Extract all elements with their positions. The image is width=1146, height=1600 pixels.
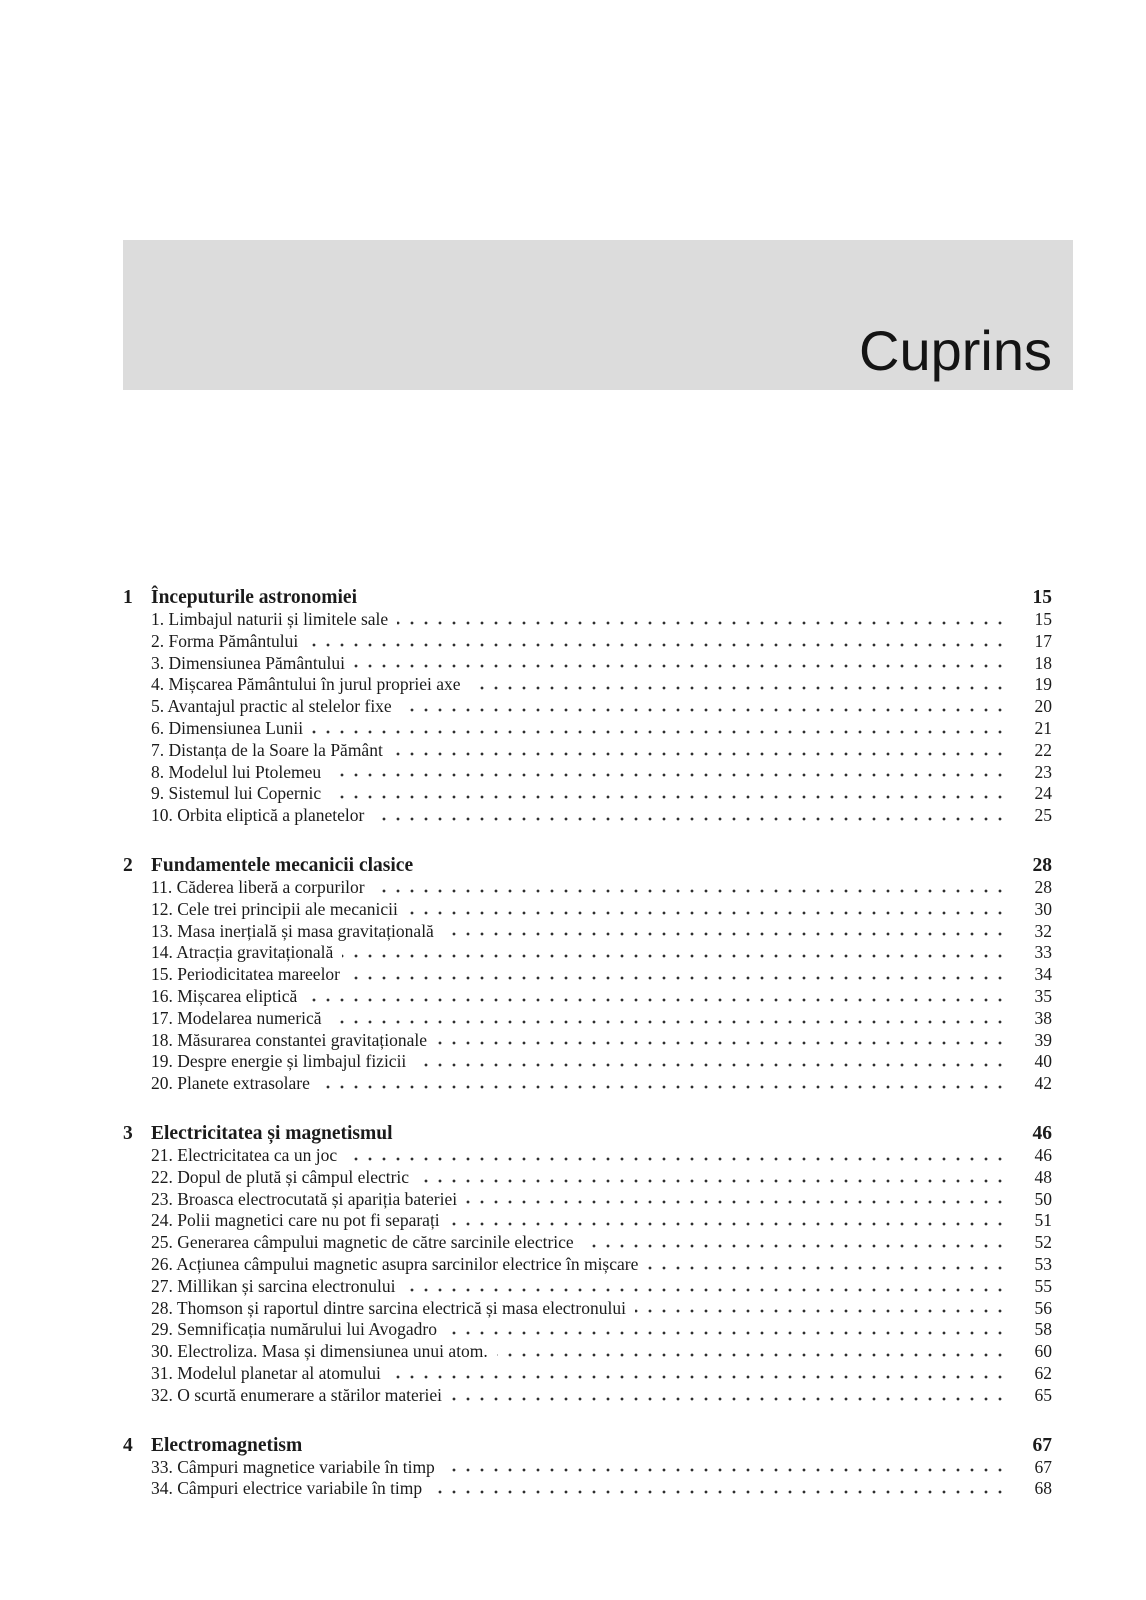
section-page-number: 33 bbox=[1004, 942, 1052, 964]
section-page-number: 30 bbox=[1004, 899, 1052, 921]
toc-entry-row bbox=[151, 1276, 1052, 1298]
section-label: 34. Câmpuri electrice variabile în timp bbox=[151, 1478, 431, 1500]
chapter-heading bbox=[123, 1123, 1052, 1145]
toc-entry-row bbox=[151, 986, 1052, 1008]
section-label: 22. Dopul de plută și câmpul electric bbox=[151, 1167, 418, 1189]
section-page-number: 25 bbox=[1004, 805, 1052, 827]
chapter-heading bbox=[123, 855, 1052, 877]
section-label: 9. Sistemul lui Copernic bbox=[151, 783, 330, 805]
section-label: 17. Modelarea numerică bbox=[151, 1008, 331, 1030]
cuprins-banner bbox=[123, 240, 1073, 390]
toc-entry-row bbox=[151, 1319, 1052, 1341]
section-label: 26. Acțiunea câmpului magnetic asupra sarcinilor electrice în mișcare bbox=[151, 1254, 647, 1276]
chapter-number: 3 bbox=[123, 1122, 133, 1144]
section-page-number: 50 bbox=[1004, 1189, 1052, 1211]
toc-entry-row bbox=[151, 899, 1052, 921]
section-label: 25. Generarea câmpului magnetic de către sarcinile electrice bbox=[151, 1232, 583, 1254]
section-label: 23. Broasca electrocutată și apariția bateriei bbox=[151, 1189, 466, 1211]
toc-entry-row bbox=[151, 1073, 1052, 1095]
chapter-block bbox=[123, 1123, 1052, 1407]
chapter-sections bbox=[123, 609, 1052, 827]
section-label: 6. Dimensiunea Lunii bbox=[151, 718, 312, 740]
toc-entry-row bbox=[151, 1232, 1052, 1254]
section-page-number: 56 bbox=[1004, 1298, 1052, 1320]
section-label: 5. Avantajul practic al stelelor fixe bbox=[151, 696, 401, 718]
section-page-number: 22 bbox=[1004, 740, 1052, 762]
chapter-number: 4 bbox=[123, 1434, 133, 1456]
section-page-number: 38 bbox=[1004, 1008, 1052, 1030]
toc-entry-row bbox=[151, 783, 1052, 805]
section-label: 7. Distanța de la Soare la Pământ bbox=[151, 740, 392, 762]
section-label: 32. O scurtă enumerare a stărilor materiei bbox=[151, 1385, 451, 1407]
section-page-number: 34 bbox=[1004, 964, 1052, 986]
section-label: 13. Masa inerțială și masa gravitațională bbox=[151, 921, 443, 943]
section-page-number: 65 bbox=[1004, 1385, 1052, 1407]
section-page-number: 15 bbox=[1004, 609, 1052, 631]
toc bbox=[123, 587, 1052, 1500]
section-page-number: 58 bbox=[1004, 1319, 1052, 1341]
chapter-title: Electricitatea și magnetismul bbox=[151, 1122, 393, 1144]
toc-entry-row bbox=[151, 877, 1052, 899]
section-label: 16. Mișcarea eliptică bbox=[151, 986, 306, 1008]
toc-entry-row bbox=[151, 1298, 1052, 1320]
toc-entry-row bbox=[151, 964, 1052, 986]
section-label: 12. Cele trei principii ale mecanicii bbox=[151, 899, 407, 921]
section-page-number: 20 bbox=[1004, 696, 1052, 718]
toc-entry-row bbox=[151, 1189, 1052, 1211]
chapter-page-number: 67 bbox=[1032, 1434, 1052, 1456]
toc-entry-row bbox=[151, 1051, 1052, 1073]
section-page-number: 35 bbox=[1004, 986, 1052, 1008]
page-title: Cuprins bbox=[859, 319, 1052, 383]
section-page-number: 46 bbox=[1004, 1145, 1052, 1167]
chapter-sections bbox=[123, 877, 1052, 1095]
section-label: 30. Electroliza. Masa și dimensiunea unui atom. bbox=[151, 1341, 497, 1363]
section-page-number: 48 bbox=[1004, 1167, 1052, 1189]
toc-entry-row bbox=[151, 1008, 1052, 1030]
section-page-number: 18 bbox=[1004, 653, 1052, 675]
section-label: 4. Mișcarea Pământului în jurul propriei axe bbox=[151, 674, 470, 696]
section-page-number: 53 bbox=[1004, 1254, 1052, 1276]
section-page-number: 62 bbox=[1004, 1363, 1052, 1385]
section-label: 19. Despre energie și limbajul fizicii bbox=[151, 1051, 415, 1073]
chapter-block bbox=[123, 855, 1052, 1095]
section-page-number: 23 bbox=[1004, 762, 1052, 784]
section-label: 2. Forma Pământului bbox=[151, 631, 307, 653]
section-label: 20. Planete extrasolare bbox=[151, 1073, 319, 1095]
section-page-number: 32 bbox=[1004, 921, 1052, 943]
section-label: 15. Periodicitatea mareelor bbox=[151, 964, 349, 986]
section-label: 3. Dimensiunea Pământului bbox=[151, 653, 354, 675]
section-label: 8. Modelul lui Ptolemeu bbox=[151, 762, 330, 784]
section-label: 24. Polii magnetici care nu pot fi separați bbox=[151, 1210, 449, 1232]
section-page-number: 24 bbox=[1004, 783, 1052, 805]
toc-entry-row bbox=[151, 1167, 1052, 1189]
section-label: 1. Limbajul naturii și limitele sale bbox=[151, 609, 397, 631]
section-page-number: 67 bbox=[1004, 1457, 1052, 1479]
section-page-number: 52 bbox=[1004, 1232, 1052, 1254]
section-page-number: 28 bbox=[1004, 877, 1052, 899]
toc-entry-row bbox=[151, 609, 1052, 631]
chapter-block bbox=[123, 1435, 1052, 1501]
section-page-number: 17 bbox=[1004, 631, 1052, 653]
toc-entry-row bbox=[151, 653, 1052, 675]
toc-entry-row bbox=[151, 631, 1052, 653]
toc-entry-row bbox=[151, 1385, 1052, 1407]
toc-entry-row bbox=[151, 1210, 1052, 1232]
section-page-number: 60 bbox=[1004, 1341, 1052, 1363]
toc-entry-row bbox=[151, 674, 1052, 696]
toc-entry-row bbox=[151, 740, 1052, 762]
toc-entry-row bbox=[151, 1363, 1052, 1385]
section-page-number: 51 bbox=[1004, 1210, 1052, 1232]
toc-entry-row bbox=[151, 1145, 1052, 1167]
toc-entry-row bbox=[151, 1457, 1052, 1479]
chapter-block bbox=[123, 587, 1052, 827]
section-label: 11. Căderea liberă a corpurilor bbox=[151, 877, 374, 899]
chapter-number: 2 bbox=[123, 854, 133, 876]
section-label: 33. Câmpuri magnetice variabile în timp bbox=[151, 1457, 444, 1479]
chapter-number: 1 bbox=[123, 587, 133, 608]
toc-entry-row bbox=[151, 696, 1052, 718]
toc-entry-row bbox=[151, 921, 1052, 943]
chapter-sections bbox=[123, 1145, 1052, 1407]
section-label: 27. Millikan și sarcina electronului bbox=[151, 1276, 404, 1298]
chapter-page-number: 15 bbox=[1032, 587, 1052, 608]
toc-entry-row bbox=[151, 762, 1052, 784]
section-label: 21. Electricitatea ca un joc bbox=[151, 1145, 346, 1167]
section-label: 14. Atracția gravitațională bbox=[151, 942, 342, 964]
section-page-number: 40 bbox=[1004, 1051, 1052, 1073]
toc-entry-row bbox=[151, 1254, 1052, 1276]
section-label: 10. Orbita eliptică a planetelor bbox=[151, 805, 373, 827]
section-label: 29. Semnificația numărului lui Avogadro bbox=[151, 1319, 446, 1341]
chapter-page-number: 46 bbox=[1032, 1122, 1052, 1144]
chapter-title: Fundamentele mecanicii clasice bbox=[151, 854, 414, 876]
section-page-number: 68 bbox=[1004, 1478, 1052, 1500]
toc-entry-row bbox=[151, 1341, 1052, 1363]
section-page-number: 19 bbox=[1004, 674, 1052, 696]
toc-entry-row bbox=[151, 805, 1052, 827]
section-page-number: 21 bbox=[1004, 718, 1052, 740]
chapter-heading bbox=[123, 1435, 1052, 1457]
toc-entry-row bbox=[151, 1478, 1052, 1500]
section-label: 28. Thomson și raportul dintre sarcina electrică și masa electronului bbox=[151, 1298, 635, 1320]
section-page-number: 42 bbox=[1004, 1073, 1052, 1095]
chapter-sections bbox=[123, 1457, 1052, 1501]
chapter-heading bbox=[123, 587, 1052, 609]
toc-entry-row bbox=[151, 1030, 1052, 1052]
section-page-number: 55 bbox=[1004, 1276, 1052, 1298]
section-label: 18. Măsurarea constantei gravitaționale bbox=[151, 1030, 436, 1052]
section-page-number: 39 bbox=[1004, 1030, 1052, 1052]
chapter-title: Începuturile astronomiei bbox=[151, 587, 358, 608]
section-label: 31. Modelul planetar al atomului bbox=[151, 1363, 390, 1385]
chapter-title: Electromagnetism bbox=[151, 1434, 303, 1456]
chapter-page-number: 28 bbox=[1032, 854, 1052, 876]
toc-entry-row bbox=[151, 718, 1052, 740]
toc-entry-row bbox=[151, 942, 1052, 964]
